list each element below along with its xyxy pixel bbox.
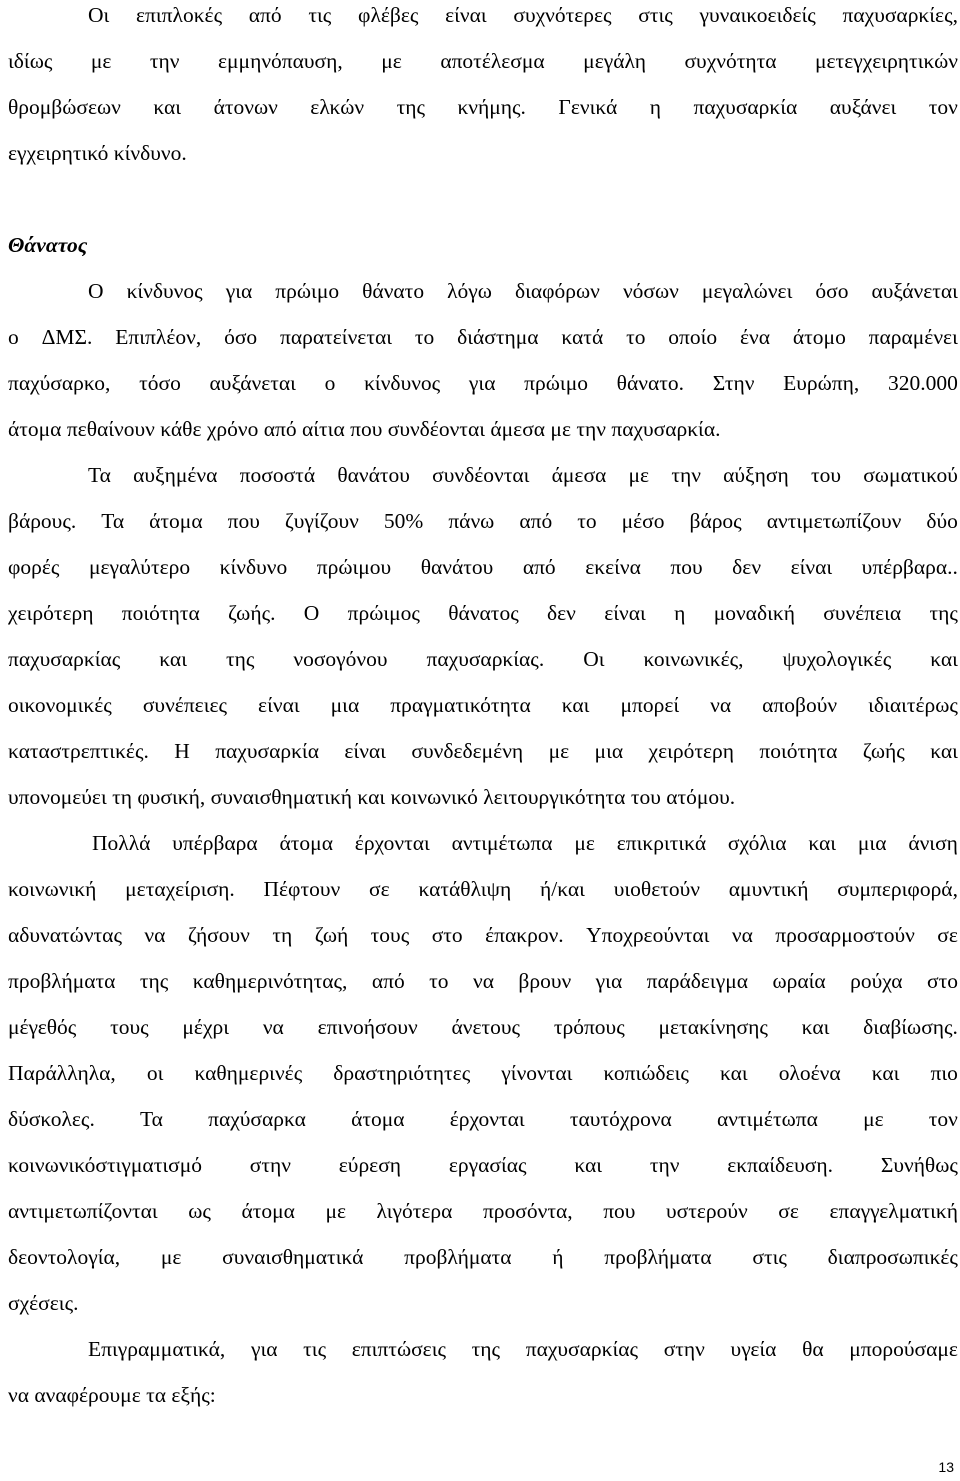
word: και (159, 647, 187, 671)
word: άτονων (213, 95, 278, 119)
word: Οι (88, 3, 110, 27)
word: μοναδική (713, 601, 795, 625)
word: χειρότερη (8, 601, 94, 625)
text-line (8, 738, 958, 764)
word: νοσογόνου (293, 647, 388, 671)
word: συνέπειες (142, 693, 228, 717)
word: διάστημα (457, 325, 539, 349)
word: στην (249, 1153, 291, 1177)
word: να (710, 693, 732, 717)
word: επινοήσουν (317, 1015, 418, 1039)
word: η (649, 95, 662, 119)
word: με (574, 831, 595, 855)
word: συχνότερες (513, 3, 612, 27)
section-heading: Θάνατος (8, 233, 88, 257)
word: ποιότητα (121, 601, 200, 625)
word: ζωής (862, 739, 905, 763)
text-line (8, 692, 958, 718)
word: κίνδυνος (126, 279, 203, 303)
word: συναισθηματικά (222, 1245, 364, 1269)
word: της (139, 969, 169, 993)
word: ο (324, 371, 336, 395)
word: παχυσαρκίας (525, 1337, 639, 1361)
word: ταυτόχρονα (569, 1107, 672, 1131)
word: την (671, 463, 701, 487)
word: δραστηριότητες (333, 1061, 471, 1085)
word: θα (802, 1337, 824, 1361)
word: είναι (445, 3, 487, 27)
word: από (522, 555, 556, 579)
word: Πολλά (92, 831, 151, 855)
word: δεοντολογία, (8, 1245, 121, 1269)
word: μετεγχειρητικών (815, 49, 958, 73)
word: συμπεριφορά, (837, 877, 958, 901)
word: ή/και (540, 877, 585, 901)
word: πραγματικότητα (390, 693, 531, 717)
word: και (153, 95, 182, 119)
word: παχυσαρκίας (8, 647, 121, 671)
text-line (8, 94, 958, 120)
word: θάνατο (362, 279, 425, 303)
word: Στην (712, 371, 755, 395)
word: με (628, 463, 650, 487)
word: αδυνατώντας (8, 923, 122, 947)
word: Τα (88, 463, 111, 487)
word: παράδειγμα (646, 969, 749, 993)
word: ή (552, 1245, 564, 1269)
word: υστερούν (665, 1199, 748, 1223)
word: συνδέονται (432, 463, 530, 487)
word: βρουν (518, 969, 572, 993)
word: ένα (740, 325, 771, 349)
text-line (8, 1060, 958, 1086)
word: Παράλληλα, (8, 1061, 116, 1085)
word: οποίο (668, 325, 718, 349)
word: σε (937, 923, 958, 947)
text-line (8, 324, 958, 350)
word: λιγότερα (376, 1199, 453, 1223)
word: ζωή (314, 923, 349, 947)
word: Ο (88, 279, 104, 303)
word: πιο (930, 1061, 958, 1085)
word: εμμηνόπαυση, (218, 49, 343, 73)
word: επιπλοκές (136, 3, 223, 27)
word: έπακρον. (485, 923, 564, 947)
word: μεταχείριση. (125, 877, 235, 901)
word: ιδίως (8, 49, 53, 73)
word: και (930, 739, 958, 763)
word: καθημερινότητας, (192, 969, 348, 993)
text-line (8, 968, 958, 994)
word: τον (928, 95, 958, 119)
word: από (248, 3, 282, 27)
word: την (649, 1153, 680, 1177)
text-line (8, 370, 958, 396)
word: αύξηση (723, 463, 789, 487)
word: φλέβες (358, 3, 419, 27)
text-line (88, 278, 958, 304)
word: κατά (561, 325, 604, 349)
word: αμυντική (728, 877, 809, 901)
word: υιοθετούν (613, 877, 700, 901)
word: άτομα (351, 1107, 405, 1131)
word: καθημερινές (194, 1061, 303, 1085)
word: κοινωνικές, (643, 647, 744, 671)
word: προσόντα, (482, 1199, 573, 1223)
word: δεν (732, 555, 762, 579)
word: μια (857, 831, 887, 855)
word: δεν (547, 601, 576, 625)
word: της (929, 601, 958, 625)
word: πρώιμου (316, 555, 392, 579)
word: ΔΜΣ. (41, 325, 93, 349)
word: το (626, 325, 646, 349)
word: διαβίωσης. (863, 1015, 958, 1039)
word: το (414, 325, 435, 349)
text-line (8, 554, 958, 580)
word: άνετους (451, 1015, 521, 1039)
text-line (8, 1244, 958, 1270)
word: κοινωνική (8, 877, 97, 901)
word: ολοένα (778, 1061, 841, 1085)
word: με (863, 1107, 884, 1131)
word: αποβούν (762, 693, 838, 717)
word: και (561, 693, 590, 717)
word: αντιμέτωπα (451, 831, 553, 855)
word: τρόπους (553, 1015, 625, 1039)
word: ποιότητα (759, 739, 838, 763)
word: που (670, 555, 703, 579)
word: οικονομικές (8, 693, 112, 717)
word: μια (594, 739, 624, 763)
text-line (88, 1336, 958, 1362)
word: και (930, 647, 958, 671)
text-line (92, 830, 958, 856)
word: προβλήματα (404, 1245, 512, 1269)
word: θάνατος (448, 601, 519, 625)
word: πάνω (448, 509, 495, 533)
word: σε (778, 1199, 799, 1223)
word: αυξάνεται (871, 279, 958, 303)
word: υπέρβαρα.. (861, 555, 958, 579)
word: με (90, 49, 112, 73)
word: θανάτου (420, 555, 494, 579)
text-line (8, 600, 958, 626)
word: με (325, 1199, 346, 1223)
word: εκείνα (585, 555, 641, 579)
word: του (810, 463, 841, 487)
text-line (88, 462, 958, 488)
word: αντιμέτωπα (717, 1107, 818, 1131)
word: άτομα (241, 1199, 295, 1223)
word: μια (330, 693, 360, 717)
word: μπορεί (620, 693, 680, 717)
word: ζήσουν (187, 923, 250, 947)
word: θρομβώσεων (8, 95, 121, 119)
word: όσο (815, 279, 849, 303)
word: τον (928, 1107, 958, 1131)
word: ποσοστά (239, 463, 316, 487)
word: και (719, 1061, 748, 1085)
word: τόσο (139, 371, 181, 395)
text-line (8, 1014, 958, 1040)
word: το (429, 969, 449, 993)
word: τους (110, 1015, 149, 1039)
word: τους (370, 923, 410, 947)
text-line (8, 1106, 958, 1132)
word: της (225, 647, 255, 671)
word: σωματικού (863, 463, 958, 487)
word: νόσων (622, 279, 679, 303)
word: άμεσα (551, 463, 607, 487)
word: συχνότητα (684, 49, 777, 73)
word: βάρους. (8, 509, 77, 533)
word: για (468, 371, 496, 395)
text-line (88, 2, 958, 28)
word: Επιπλέον, (115, 325, 202, 349)
word: πρώιμο (275, 279, 340, 303)
word: εύρεση (338, 1153, 402, 1177)
word: Η (174, 739, 190, 763)
word: με (381, 49, 402, 73)
word: της (471, 1337, 501, 1361)
text-line (8, 876, 958, 902)
word: συνέπεια (823, 601, 902, 625)
word: λόγω (447, 279, 492, 303)
word: τη (272, 923, 293, 947)
word: κοινωνικόστιγματισμό (8, 1153, 202, 1177)
word: Τα (101, 509, 125, 533)
text-line: σχέσεις. (8, 1291, 79, 1315)
word: διαφόρων (514, 279, 600, 303)
text-line (8, 646, 958, 672)
word: προβλήματα (8, 969, 116, 993)
text-line: υπονομεύει τη φυσική, συναισθηματική και κοινωνικό λειτουργικότητα του ατόμου. (8, 785, 736, 809)
word: οι (146, 1061, 164, 1085)
word: με (160, 1245, 182, 1269)
word: πρώιμος (347, 601, 420, 625)
word: για (225, 279, 253, 303)
word: θανάτου (337, 463, 410, 487)
word: γυναικοειδείς (699, 3, 816, 27)
word: από (519, 509, 553, 533)
word: εκπαίδευση. (727, 1153, 834, 1177)
word: στην (663, 1337, 705, 1361)
word: επαγγελματική (829, 1199, 958, 1223)
word: ζυγίζουν (284, 509, 359, 533)
word: αυξημένα (133, 463, 218, 487)
word: για (250, 1337, 278, 1361)
word: μεγάλη (583, 49, 646, 73)
word: Οι (583, 647, 605, 671)
word: Τα (140, 1107, 163, 1131)
word: παχυσαρκία (215, 739, 319, 763)
word: χειρότερη (648, 739, 735, 763)
word: παραμένει (868, 325, 958, 349)
text-line (8, 922, 958, 948)
word: σχόλια (727, 831, 787, 855)
word: και (574, 1153, 603, 1177)
word: το (577, 509, 597, 533)
text-line: άτομα πεθαίνουν κάθε χρόνο από αίτια που συνδέονται άμεσα με την παχυσαρκία. (8, 417, 721, 441)
word: βάρος (689, 509, 742, 533)
word: είναι (604, 601, 646, 625)
word: άτομα (279, 831, 333, 855)
text-line (8, 48, 958, 74)
word: παχυσαρκία (693, 95, 798, 119)
word: Επιγραμματικά, (88, 1337, 226, 1361)
text-line (8, 508, 958, 534)
word: να (262, 1015, 284, 1039)
text-line: να αναφέρουμε τα εξής: (8, 1383, 216, 1407)
word: ως (188, 1199, 211, 1223)
word: η (674, 601, 686, 625)
word: Ευρώπη, (783, 371, 860, 395)
word: την (149, 49, 180, 73)
word: επιπτώσεις (351, 1337, 447, 1361)
word: παρατείνεται (280, 325, 393, 349)
word: έρχονται (354, 831, 430, 855)
word: για (595, 969, 623, 993)
word: αντιμετωπίζονται (8, 1199, 158, 1223)
word: ζωής. (228, 601, 276, 625)
word: 50% (383, 509, 424, 533)
word: της (396, 95, 425, 119)
word: στο (927, 969, 958, 993)
word: άτομα (149, 509, 203, 533)
word: μέγεθός (8, 1015, 77, 1039)
word: κοπιώδεις (603, 1061, 689, 1085)
word: ιδιαιτέρως (868, 693, 958, 717)
word: γίνονται (501, 1061, 573, 1085)
word: αυξάνει (829, 95, 897, 119)
word: έρχονται (449, 1107, 525, 1131)
word: μεγαλύτερο (88, 555, 191, 579)
word: μέχρι (182, 1015, 230, 1039)
word: είναι (790, 555, 833, 579)
word: δύσκολες. (8, 1107, 95, 1131)
word: υπέρβαρα (172, 831, 258, 855)
word: στις (638, 3, 673, 27)
word: Υποχρεούνται (586, 923, 710, 947)
word: παχύσαρκα (208, 1107, 306, 1131)
word: ωραία (772, 969, 826, 993)
word: μετακίνησης (658, 1015, 768, 1039)
word: υγεία (730, 1337, 777, 1361)
word: και (808, 831, 837, 855)
word: μεγαλώνει (701, 279, 793, 303)
word: μπορούσαμε (849, 1337, 958, 1361)
word: ψυχολογικές (782, 647, 892, 671)
word: όσο (224, 325, 258, 349)
text-line: εγχειρητικό κίνδυνο. (8, 141, 187, 165)
word: κατάθλιψη (418, 877, 512, 901)
word: πρώιμο (524, 371, 588, 395)
word: και (871, 1061, 900, 1085)
word: δύο (926, 509, 958, 533)
text-line (8, 1152, 958, 1178)
word: αντιμετωπίζουν (766, 509, 902, 533)
word: 320.000 (887, 371, 958, 395)
word: Γενικά (558, 95, 618, 119)
word: διαπροσωπικές (827, 1245, 958, 1269)
word: ρούχα (850, 969, 903, 993)
word: αυξάνεται (209, 371, 296, 395)
word: άτομο (792, 325, 846, 349)
word: φορές (8, 555, 60, 579)
word: είναι (344, 739, 386, 763)
word: καταστρεπτικές. (8, 739, 149, 763)
word: είναι (258, 693, 300, 717)
word: κίνδυνος (364, 371, 441, 395)
word: που (227, 509, 260, 533)
word: ο (8, 325, 19, 349)
word: να (472, 969, 494, 993)
word: τις (303, 1337, 327, 1361)
word: ελκών (310, 95, 365, 119)
word: Ο (303, 601, 320, 625)
word: θάνατο. (616, 371, 684, 395)
word: από (371, 969, 405, 993)
page-number: 13 (938, 1459, 954, 1475)
word: αποτέλεσμα (440, 49, 545, 73)
word: συνδεδεμένη (411, 739, 524, 763)
word: επικριτικά (616, 831, 707, 855)
word: και (801, 1015, 830, 1039)
word: σε (369, 877, 390, 901)
text-line (8, 1198, 958, 1224)
word: στο (431, 923, 463, 947)
word: παχυσαρκίας. (426, 647, 545, 671)
word: παχύσαρκο, (8, 371, 111, 395)
word: κίνδυνο (219, 555, 288, 579)
word: να (731, 923, 753, 947)
word: Συνήθως (880, 1153, 958, 1177)
word: προβλήματα (604, 1245, 712, 1269)
word: εργασίας (448, 1153, 527, 1177)
word: να (144, 923, 166, 947)
word: παχυσαρκίες, (842, 3, 958, 27)
word: που (603, 1199, 636, 1223)
word: στις (752, 1245, 787, 1269)
word: τις (308, 3, 332, 27)
word: μέσο (621, 509, 665, 533)
word: άνιση (908, 831, 958, 855)
word: προσαρμοστούν (775, 923, 915, 947)
word: Πέφτουν (263, 877, 341, 901)
word: κνήμης. (457, 95, 526, 119)
word: με (548, 739, 570, 763)
